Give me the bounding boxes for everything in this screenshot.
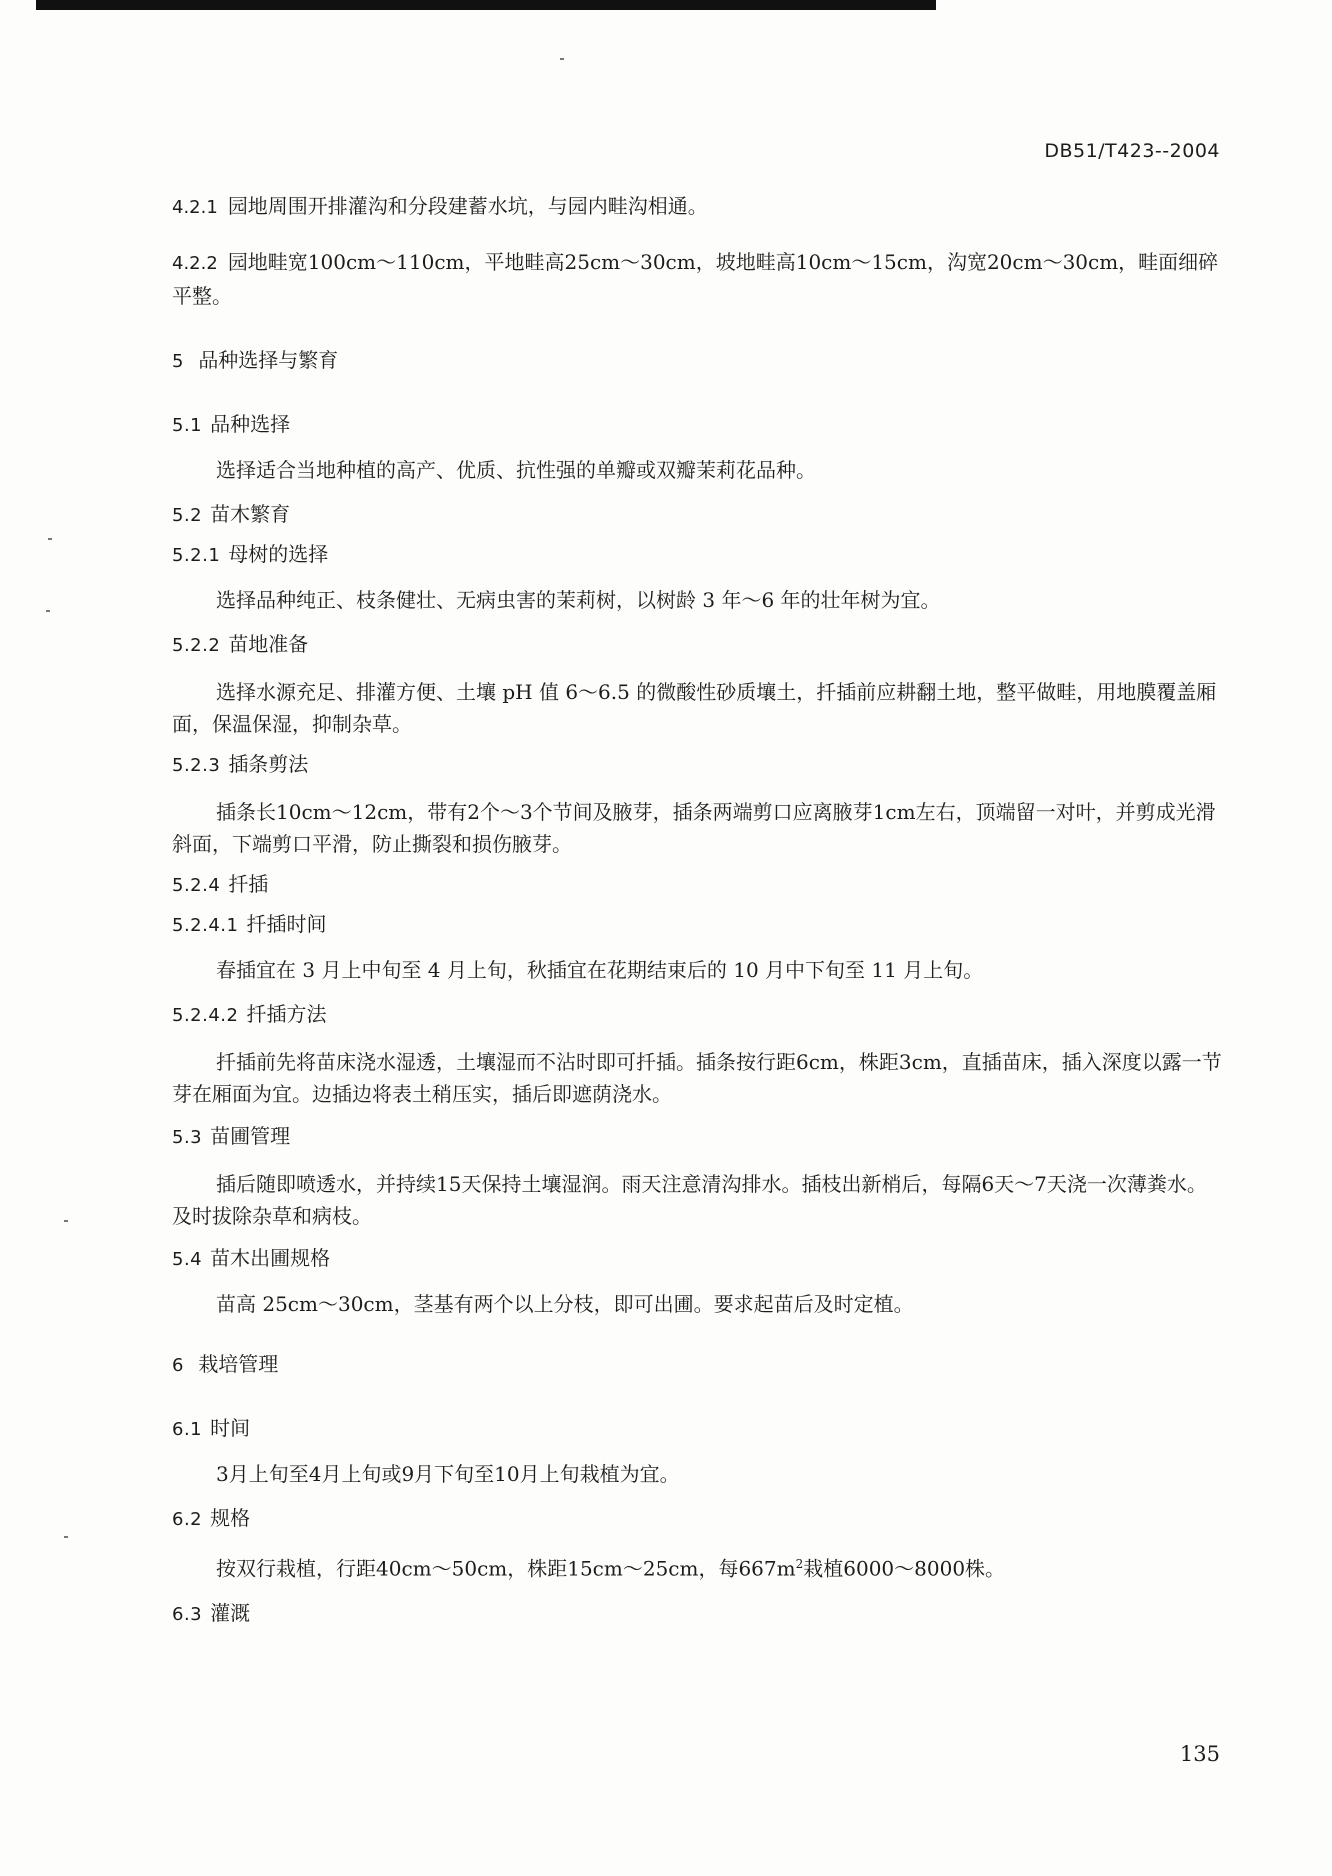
- section-title: 苗木繁育: [210, 502, 291, 526]
- scan-speck: [46, 610, 50, 612]
- section-title: 时间: [210, 1416, 251, 1440]
- section-number: 6.2: [172, 1509, 203, 1530]
- section-title: 栽培管理: [198, 1352, 279, 1376]
- section-heading-5-2-2: [172, 630, 1222, 660]
- section-number: 5.2.1: [172, 545, 221, 566]
- section-heading-6-3: [172, 1599, 1222, 1629]
- section-number: 5: [172, 351, 184, 372]
- section-title: 苗圃管理: [210, 1124, 291, 1148]
- body-text: 选择水源充足、排灌方便、土壤 pH 值 6～6.5 的微酸性砂质壤土，扦插前应耕翻土地，整平做畦，用地膜覆盖厢面，保温保湿，抑制杂草。: [172, 680, 1217, 736]
- section-title: 灌溉: [210, 1600, 251, 1625]
- body-text: 苗高 25cm～30cm，茎基有两个以上分枝，即可出圃。要求起苗后及时定植。: [216, 1292, 914, 1316]
- section-heading-5-2-4-1: [172, 910, 1222, 940]
- section-heading-5-3: [172, 1122, 1222, 1152]
- section-title: 扦插时间: [246, 912, 327, 936]
- document-number: DB51/T423--2004: [1044, 140, 1220, 162]
- body-text: 选择适合当地种植的高产、优质、抗性强的单瓣或双瓣茉莉花品种。: [216, 458, 816, 482]
- body-text: 选择品种纯正、枝条健壮、无病虫害的茉莉树，以树龄 3 年～6 年的壮年树为宜。: [216, 588, 941, 612]
- clause-number: 4.2.2: [172, 253, 218, 274]
- section-heading-6-1: [172, 1414, 1222, 1444]
- clause-text: 园地周围开排灌沟和分段建蓄水坑，与园内畦沟相通。: [227, 194, 708, 218]
- section-heading-6-2: [172, 1504, 1222, 1534]
- section-number: 5.2.3: [172, 755, 221, 776]
- section-number: 6: [172, 1355, 184, 1376]
- section-heading-5-4: [172, 1244, 1222, 1274]
- section-title: 苗木出圃规格: [210, 1246, 331, 1270]
- clause-text: 园地畦宽100cm～110cm，平地畦高25cm～30cm，坡地畦高10cm～15cm，沟宽20cm～30cm，畦面细碎平整。: [172, 250, 1219, 308]
- body-text: 插条长10cm～12cm，带有2个～3个节间及腋芽，插条两端剪口应离腋芽1cm左右，顶端留一对叶，并剪成光滑斜面，下端剪口平滑，防止撕裂和损伤腋芽。: [172, 800, 1216, 856]
- body-text: 插后随即喷透水，并持续15天保持土壤湿润。雨天注意清沟排水。插枝出新梢后，每隔6天～7天浇一次薄粪水。及时拔除杂草和病枝。: [172, 1172, 1207, 1228]
- section-heading-5-2-1: [172, 540, 1222, 570]
- section-number: 5.2.2: [172, 635, 221, 656]
- section-number: 5.3: [172, 1127, 203, 1148]
- body-text-part: 按双行栽植，行距40cm～50cm，株距15cm～25cm，每667m: [216, 1556, 796, 1581]
- scan-top-edge: [36, 0, 936, 10]
- section-number: 5.2: [172, 505, 203, 526]
- page-number: 135: [1179, 1742, 1220, 1766]
- body-text-part: 栽植6000～8000株。: [803, 1556, 1006, 1581]
- section-title: 品种选择: [210, 412, 291, 436]
- section-number: 5.2.4.2: [172, 1005, 239, 1026]
- scan-speck: [48, 538, 52, 540]
- scan-speck: [560, 58, 564, 60]
- section-heading-5-2-4: [172, 870, 1222, 900]
- body-text: 扦插前先将苗床浇水湿透，土壤湿而不沾时即可扦插。插条按行距6cm，株距3cm，直插苗床，插入深度以露一节芽在厢面为宜。边插边将表土稍压实，插后即遮荫浇水。: [172, 1050, 1222, 1106]
- superscript: 2: [795, 1557, 804, 1571]
- section-title: 扦插方法: [246, 1002, 327, 1026]
- section-number: 5.1: [172, 415, 203, 436]
- section-title: 规格: [210, 1506, 251, 1530]
- section-title: 苗地准备: [228, 632, 309, 656]
- section-heading-5-2-4-2: [172, 1000, 1222, 1030]
- section-heading-5-2-3: [172, 750, 1222, 780]
- body-text: 3月上旬至4月上旬或9月下旬至10月上旬栽植为宜。: [216, 1462, 680, 1486]
- section-heading-5: [172, 346, 1222, 376]
- clause-4-2-2: [172, 246, 1222, 312]
- section-heading-5-1: [172, 410, 1222, 440]
- section-title: 扦插: [228, 872, 269, 896]
- section-number: 5.2.4: [172, 875, 221, 896]
- scan-speck: [64, 1220, 68, 1222]
- document-body: [172, 190, 1222, 1629]
- section-title: 插条剪法: [228, 752, 309, 776]
- section-heading-6: [172, 1350, 1222, 1380]
- clause-number: 4.2.1: [172, 197, 218, 218]
- body-text: [172, 1548, 1222, 1585]
- section-heading-5-2: [172, 500, 1222, 530]
- section-number: 6.3: [172, 1603, 203, 1625]
- section-number: 5.2.4.1: [172, 915, 239, 936]
- section-number: 5.4: [172, 1249, 203, 1270]
- clause-4-2-1: [172, 190, 1222, 224]
- section-title: 品种选择与繁育: [198, 348, 339, 372]
- scan-speck: [64, 1536, 68, 1538]
- body-text: 春插宜在 3 月上中旬至 4 月上旬，秋插宜在花期结束后的 10 月中下旬至 11 月上旬。: [216, 958, 984, 982]
- section-number: 6.1: [172, 1419, 203, 1440]
- section-title: 母树的选择: [228, 542, 329, 566]
